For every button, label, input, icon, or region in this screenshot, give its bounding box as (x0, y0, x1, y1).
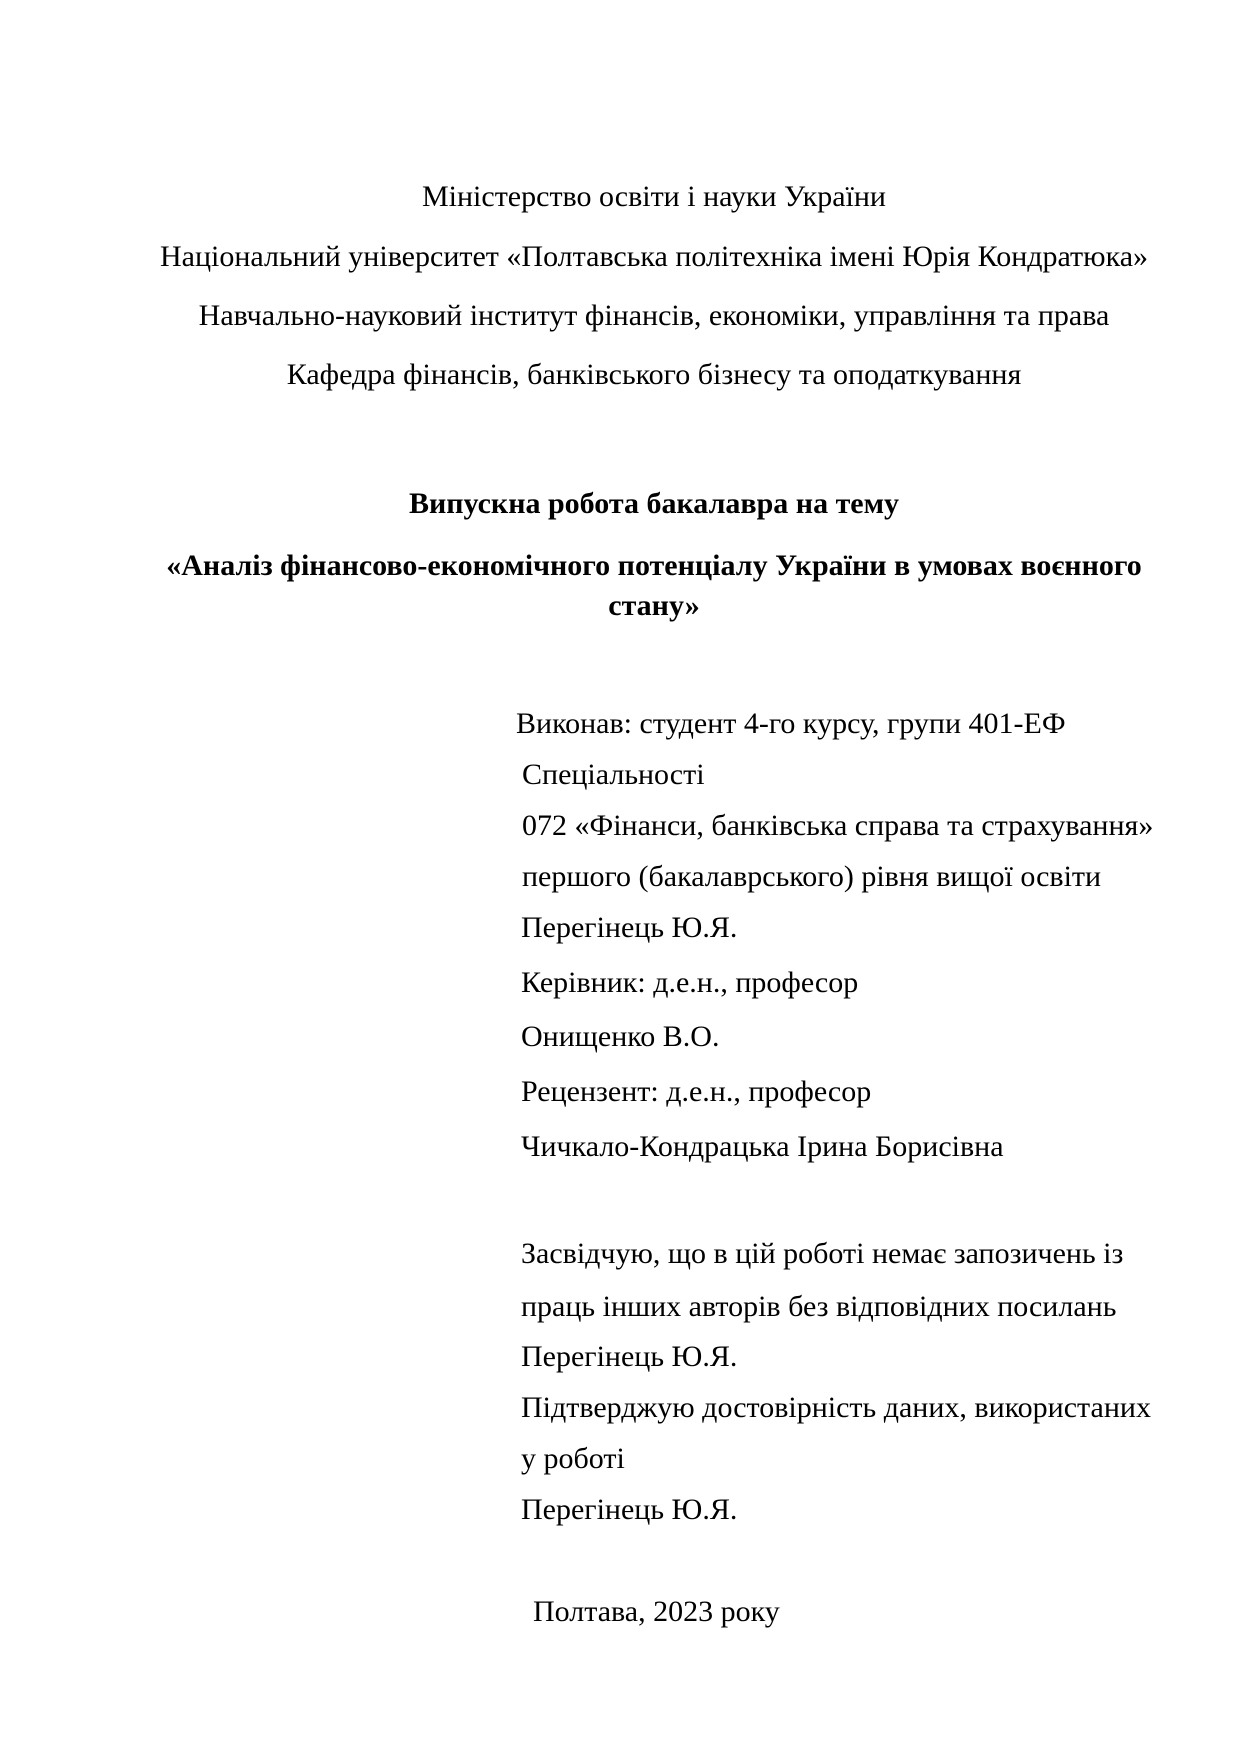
originality-signer: Перегінець Ю.Я. (521, 1340, 738, 1373)
work-topic-line-1: «Аналіз фінансово-економічного потенціалу України в умовах воєнного (166, 549, 1142, 582)
institute-name: Навчально-науковий інститут фінансів, економіки, управління та права (198, 299, 1110, 332)
performed-by: Виконав: студент 4-го курсу, групи 401-ЕФ (516, 707, 1066, 740)
education-level: першого (бакалаврського) рівня вищої освіти (522, 860, 1102, 893)
originality-statement-line-1: Засвідчую, що в цій роботі немає запозичень із (521, 1237, 1124, 1270)
data-statement-line-2: у роботі (521, 1442, 625, 1475)
specialty-label: Спеціальності (522, 758, 705, 791)
work-heading: Випускна робота бакалавра на тему (408, 487, 900, 520)
university-name: Національний університет «Полтавська політехніка імені Юрія Кондратюка» (159, 240, 1149, 273)
reviewer-label: Рецензент: д.е.н., професор (521, 1075, 872, 1108)
originality-statement-line-2: праць інших авторів без відповідних посилань (521, 1290, 1117, 1323)
data-statement-line-1: Підтверджую достовірність даних, використаних (521, 1391, 1151, 1424)
supervisor-label: Керівник: д.е.н., професор (521, 966, 859, 999)
ministry-name: Міністерство освіти і науки України (421, 180, 886, 213)
reviewer-name: Чичкало-Кондрацька Ірина Борисівна (521, 1130, 1004, 1163)
student-name: Перегінець Ю.Я. (521, 911, 738, 944)
place-and-year: Полтава, 2023 року (533, 1595, 780, 1628)
department-name: Кафедра фінансів, банківського бізнесу та оподаткування (286, 358, 1022, 391)
work-topic-line-2: стану» (608, 589, 700, 622)
supervisor-name: Онищенко В.О. (521, 1020, 720, 1053)
specialty: 072 «Фінанси, банківська справа та страхування» (522, 809, 1154, 842)
data-signer: Перегінець Ю.Я. (521, 1493, 738, 1526)
